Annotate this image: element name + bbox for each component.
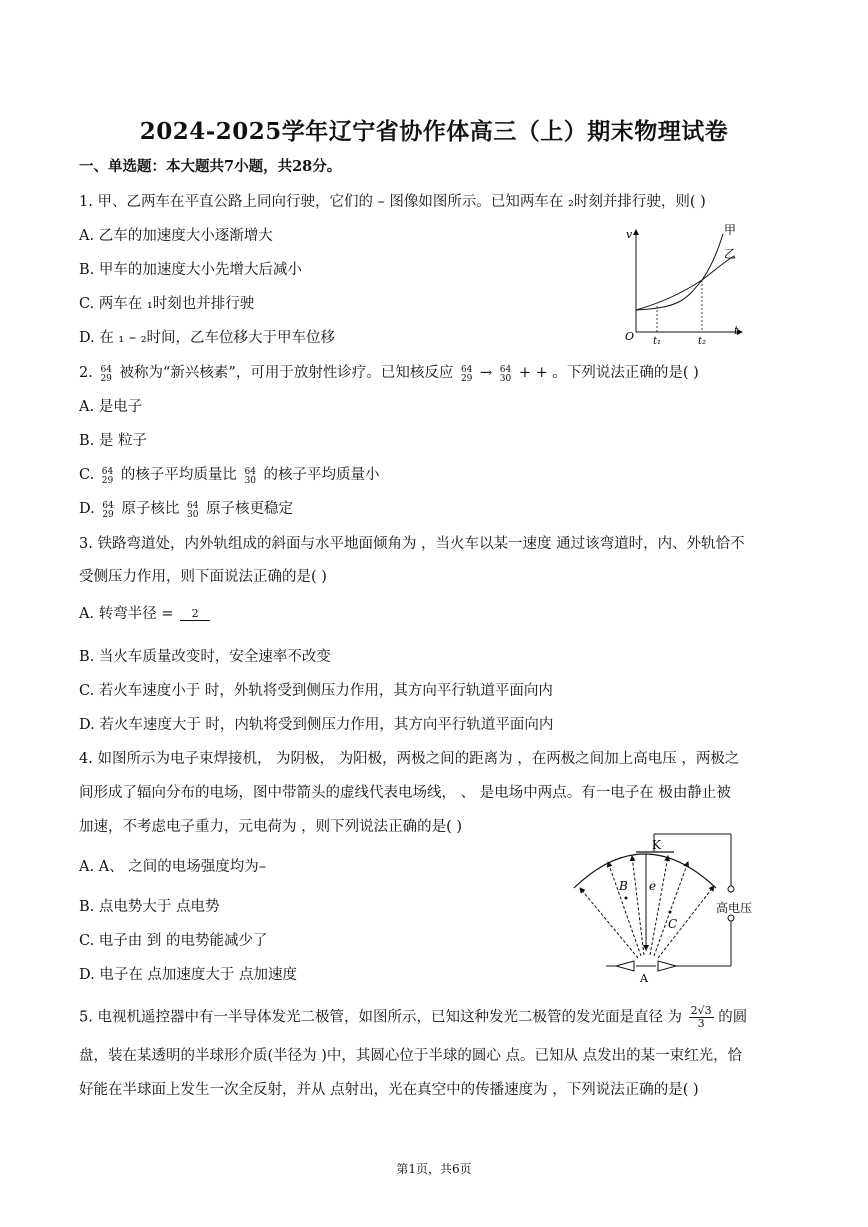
q1-option-d: D. 在 ₁ – ₂时间，乙车位移大于甲车位移 [79, 330, 336, 346]
q3-option-c: C. 若火车速度小于 时，外轨将受到侧压力作用，其方向平行轨道平面向内 [79, 683, 553, 699]
curve-yi [636, 256, 734, 310]
page-footer: 第1页，共6页 [396, 1162, 472, 1176]
field-line [650, 856, 668, 955]
t-axis-label: t [734, 324, 739, 337]
page-title: 2024-2025学年辽宁省协作体高三（上）期末物理试卷 [139, 118, 729, 145]
q5-stem-line3: 好能在半球面上发生一次全反射，并从 点射出，光在真空中的传播速度为 ，下列说法正确的是( ) [79, 1082, 699, 1098]
q4-stem-line3: 加速，不考虑电子重力，元电荷为 ，则下列说法正确的是( ) [79, 819, 463, 835]
label-e: e [649, 879, 657, 893]
q3-stem-line1: 3. 铁路弯道处，内外轨组成的斜面与水平地面倾角为 ，当火车以某一速度 通过该弯道时，内、外轨恰不 [79, 536, 745, 552]
q1-option-c: C. 两车在 ₁时刻也并排行驶 [79, 296, 255, 312]
q3-option-b: B. 当火车质量改变时，安全速率不改变 [79, 649, 331, 665]
q4-electron-beam-welder-figure [566, 830, 766, 986]
t1-label: t₁ [653, 336, 662, 346]
label-K: K [652, 838, 661, 852]
q2-option-c: C. 64 29 的核子平均质量比 64 30 的核子平均质量小 [79, 467, 380, 486]
label-C: C [668, 917, 678, 931]
cathode-arc [574, 854, 716, 888]
v-axis-label: v [626, 228, 633, 241]
terminal-bottom [728, 915, 734, 921]
q5-stem-line2: 盘，装在某透明的半球形介质(半径为 )中，其圆心位于半球的圆心 点。已知从 点发出的某一束红光，恰 [79, 1048, 743, 1064]
q2-stem: 2. 64 29 被称为“新兴核素”，可用于放射性诊疗。已知核反应 64 29 → 64 30 + + 。下列说法正确的是( ) [79, 365, 699, 384]
q1-option-b: B. 甲车的加速度大小先增大后减小 [79, 262, 302, 278]
anode-left [616, 961, 634, 971]
label-voltage: 高电压 [716, 901, 753, 915]
section-heading: 一、单选题：本大题共7小题，共28分。 [79, 158, 342, 175]
q4-option-d: D. 电子在 点加速度大于 点加速度 [79, 967, 298, 983]
q1-stem: 1. 甲、乙两车在平直公路上同向行驶，它们的 – 图像如图所示。已知两车在 ₂时刻并排行驶，则( ) [79, 194, 706, 210]
origin-label: O [625, 330, 635, 343]
q2-option-d: D. 64 29 原子核比 64 30 原子核更稳定 [79, 501, 294, 520]
q4-option-a: A. A、 之间的电场强度均为– [79, 859, 267, 875]
q2-isotope-a: 64 29 [100, 365, 112, 384]
q3-option-a: A. 转弯半径 = 2 [79, 604, 210, 624]
q3-stem-line2: 受侧压力作用，则下面说法正确的是( ) [79, 569, 327, 585]
q4-option-c: C. 电子由 到 的电势能减少了 [79, 933, 268, 949]
q4-stem-line2: 间形成了辐向分布的电场，图中带箭头的虚线代表电场线， 、 是电场中两点。有一电子在 极由静止被 [79, 785, 731, 801]
q5-fraction: $\frac{2√3}{3}$ [690, 1004, 712, 1030]
q1-vt-graph [624, 222, 750, 346]
q5-stem-line1: 5. 电视机遥控器中有一半导体发光二极管，如图所示，已知这种发光二极管的发光面是直径 为 $\frac{2√3}{3}$ 的圆 [79, 1004, 748, 1030]
q2-isotope-c: 64 30 [499, 365, 512, 384]
q3-option-d: D. 若火车速度大于 时，内轨将受到侧压力作用，其方向平行轨道平面向内 [79, 717, 554, 733]
anode-right [658, 961, 676, 971]
curve-yi-label: 乙 [724, 247, 737, 261]
curve-jia [636, 234, 723, 310]
q2-option-b: B. 是 粒子 [79, 433, 147, 449]
terminal-top [728, 886, 734, 892]
q1-option-a: A. 乙车的加速度大小逐渐增大 [79, 228, 273, 244]
label-B: B [619, 879, 628, 893]
curve-jia-label: 甲 [724, 223, 737, 237]
q4-option-b: B. 点电势大于 点电势 [79, 899, 220, 915]
q2-option-a: A. 是电子 [79, 399, 143, 415]
t2-label: t₂ [698, 336, 707, 346]
q2-isotope-b: 64 29 [460, 365, 473, 384]
field-line [632, 856, 644, 955]
label-A: A [640, 972, 648, 985]
q3-fraction: 2 [180, 608, 210, 621]
q4-stem-line1: 4. 如图所示为电子束焊接机， 为阴极， 为阳极，两极之间的距离为 ，在两极之间加上高电压 ，两极之 [79, 751, 740, 767]
